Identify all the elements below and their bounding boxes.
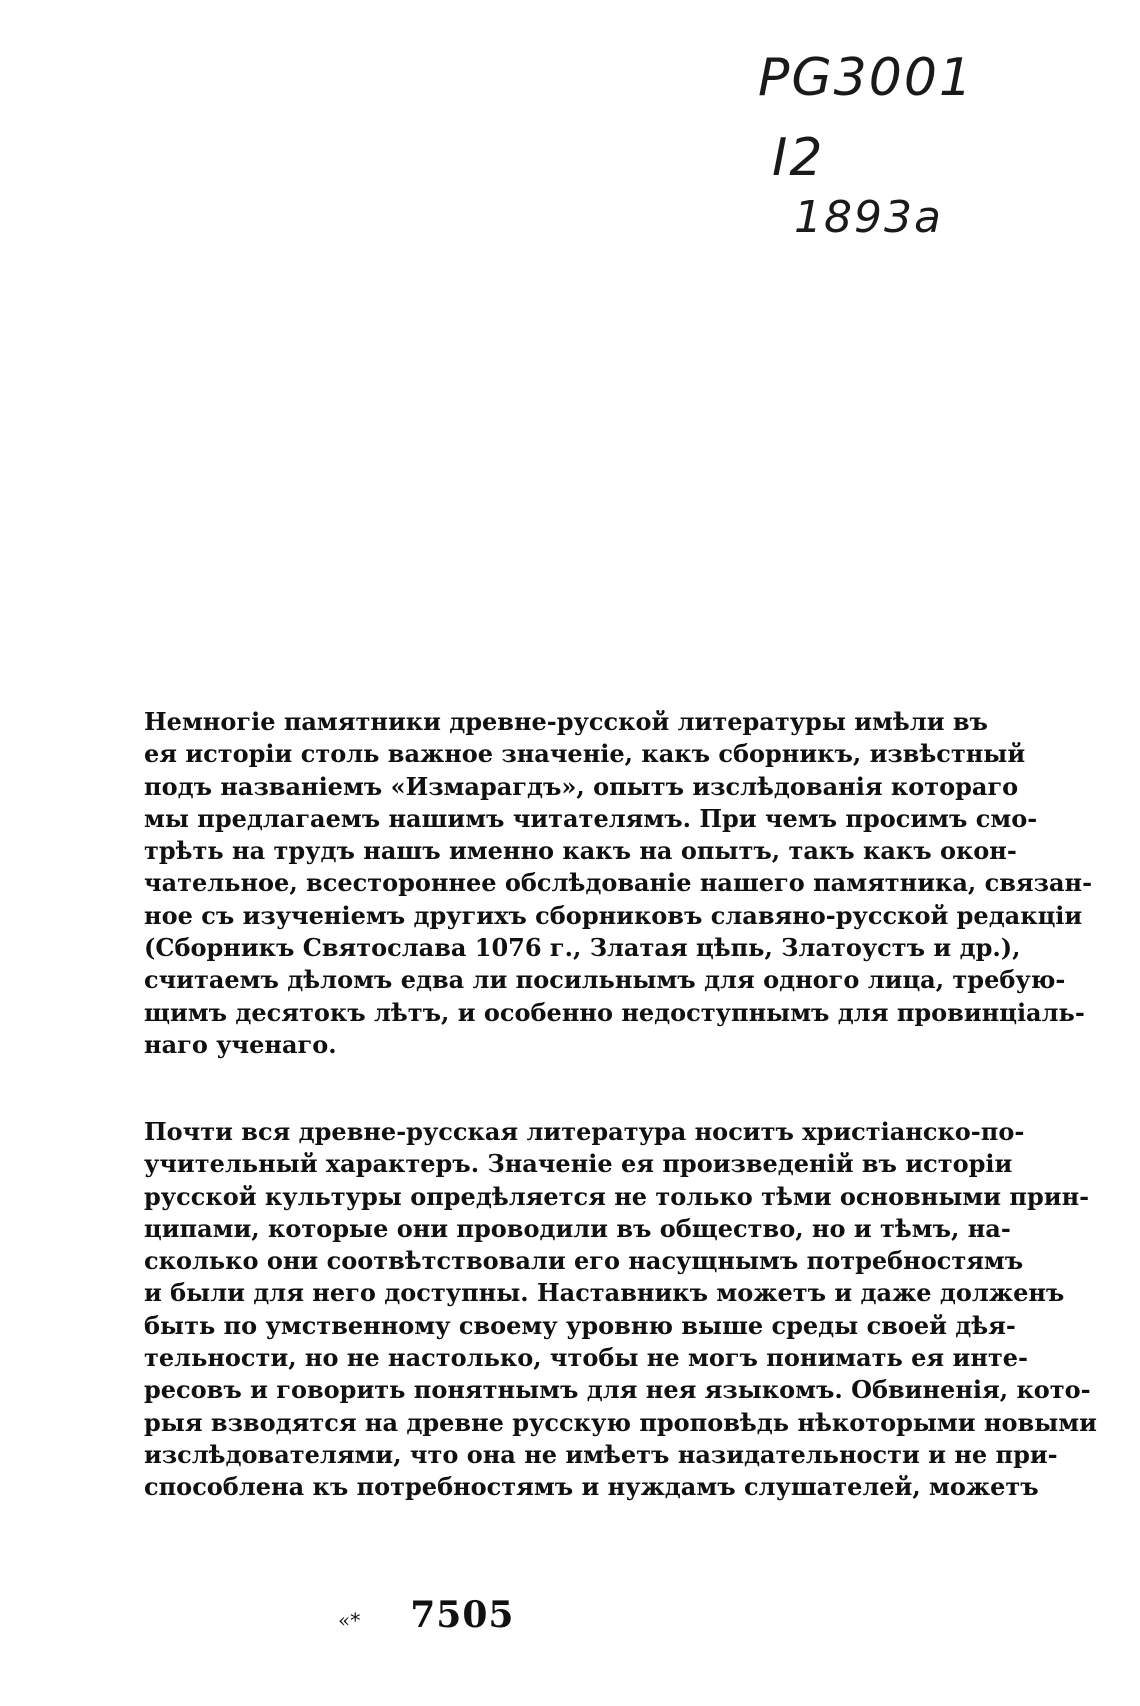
text-line: тельности, но не настолько, чтобы не могъ понимать ея инте- xyxy=(144,1343,1028,1373)
page-footer xyxy=(338,1594,514,1636)
text-line: чательное, всестороннее обслѣдованіе нашего памятника, связан- xyxy=(144,868,1093,898)
text-line: учительный характеръ. Значеніе ея произведеній въ исторіи xyxy=(144,1149,1013,1179)
text-line: способлена къ потребностямъ и нуждамъ слушателей, можетъ xyxy=(144,1472,1039,1502)
text-line: ципами, которые они проводили въ общество, но и тѣмъ, на- xyxy=(144,1213,1011,1243)
handwritten-call-number-line-3: 1893a xyxy=(794,192,943,243)
text-line: наго ученаго. xyxy=(144,1029,337,1059)
text-line: рыя взводятся на древне русскую проповѣдь нѣкоторыми новыми xyxy=(144,1407,1097,1437)
text-line: считаемъ дѣломъ едва ли посильнымъ для одного лица, требую- xyxy=(144,965,1066,995)
text-line: ресовъ и говорить понятнымъ для нея языкомъ. Обвиненія, кото- xyxy=(144,1375,1091,1405)
text-line: подъ названіемъ «Измарагдъ», опытъ изслѣдованія котораго xyxy=(144,771,1019,801)
handwritten-call-number-line-1: PG3001 xyxy=(758,48,974,108)
text-line: Почти вся древне-русская литература носитъ христіанско-по- xyxy=(144,1117,1025,1146)
text-line: (Сборникъ Святослава 1076 г., Златая цѣпь, Златоустъ и др.), xyxy=(144,933,1021,963)
paragraph-1 xyxy=(144,706,1093,1061)
text-line: Немногіе памятники древне-русской литературы имѣли въ xyxy=(144,707,988,736)
text-line: и были для него доступны. Наставникъ можетъ и даже долженъ xyxy=(144,1278,1065,1308)
text-line: русской культуры опредѣляется не только тѣми основными прин- xyxy=(144,1181,1090,1211)
text-line: изслѣдователями, что она не имѣетъ назидательности и не при- xyxy=(144,1439,1058,1469)
paragraph-2 xyxy=(144,1116,1097,1504)
sheet-number: 7505 xyxy=(410,1594,515,1636)
text-line: мы предлагаемъ нашимъ читателямъ. При чемъ просимъ смо- xyxy=(144,803,1038,833)
text-line: ея исторіи столь важное значеніе, какъ сборникъ, извѣстный xyxy=(144,739,1026,769)
text-line: сколько они соотвѣтствовали его насущнымъ потребностямъ xyxy=(144,1246,1024,1276)
text-line: быть по умственному своему уровню выше среды своей дѣя- xyxy=(144,1310,1016,1340)
handwritten-call-number-line-2: I2 xyxy=(772,128,825,188)
text-line: ное съ изученіемъ другихъ сборниковъ славяно-русской редакціи xyxy=(144,900,1083,930)
text-line: трѣть на трудъ нашъ именно какъ на опытъ, такъ какъ окон- xyxy=(144,836,1017,866)
signature-mark: «* xyxy=(338,1608,361,1632)
text-line: щимъ десятокъ лѣтъ, и особенно недоступнымъ для провинціаль- xyxy=(144,997,1085,1027)
